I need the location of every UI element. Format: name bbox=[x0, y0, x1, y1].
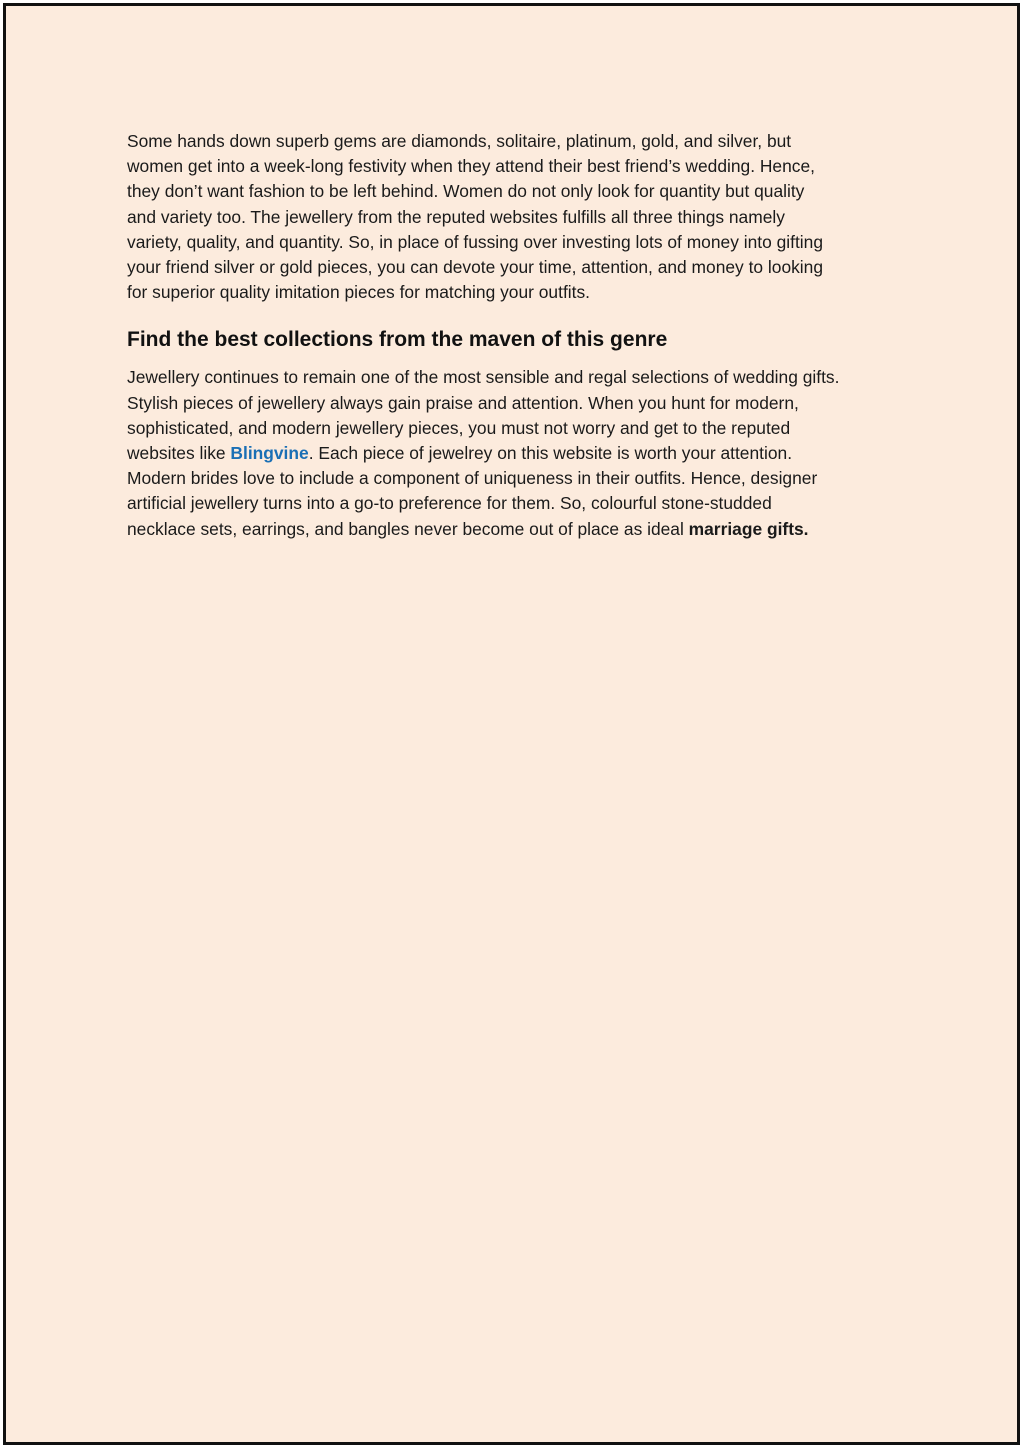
article-body bbox=[127, 129, 927, 542]
document-page bbox=[3, 3, 1020, 1445]
section-heading: Find the best collections from the maven of this genre bbox=[127, 328, 668, 352]
marriage-gifts-bold: marriage gifts. bbox=[688, 518, 809, 539]
intro-paragraph: Some hands down superb gems are diamonds, solitaire, platinum, gold, and silver, but women get into a week-long festivity when they attend their best friend’s wedding. Hence, they don’t want fashion to be left behind. Women do not only look for quantity but quality and variety too. The jewellery from the reputed websites fulfills all three things namely variety, quality, and quantity. So, in place of fussing over investing lots of money into gifting your friend silver or gold pieces, you can devote your time, attention, and money to looking for superior quality imitation pieces for matching your outfits. bbox=[127, 131, 824, 303]
blingvine-link[interactable]: Blingvine bbox=[230, 443, 309, 464]
section-paragraph bbox=[127, 365, 927, 541]
section-text-after-link: . Each piece of jewelrey on this website is worth your attention. Modern brides love to include a component of uniqueness in their outfits. Hence, designer artificial jewellery turns into a go-to preference for them. So, colourful stone-studded necklace sets, earrings, and bangles never become out of place as ideal bbox=[127, 443, 818, 539]
section-text-before-link: Jewellery continues to remain one of the most sensible and regal selections of wedding gifts. Stylish pieces of jewellery always gain praise and attention. When you hunt for modern, sophisticated, and modern jewellery pieces, you must not worry and get to the reputed websites like bbox=[127, 367, 840, 464]
